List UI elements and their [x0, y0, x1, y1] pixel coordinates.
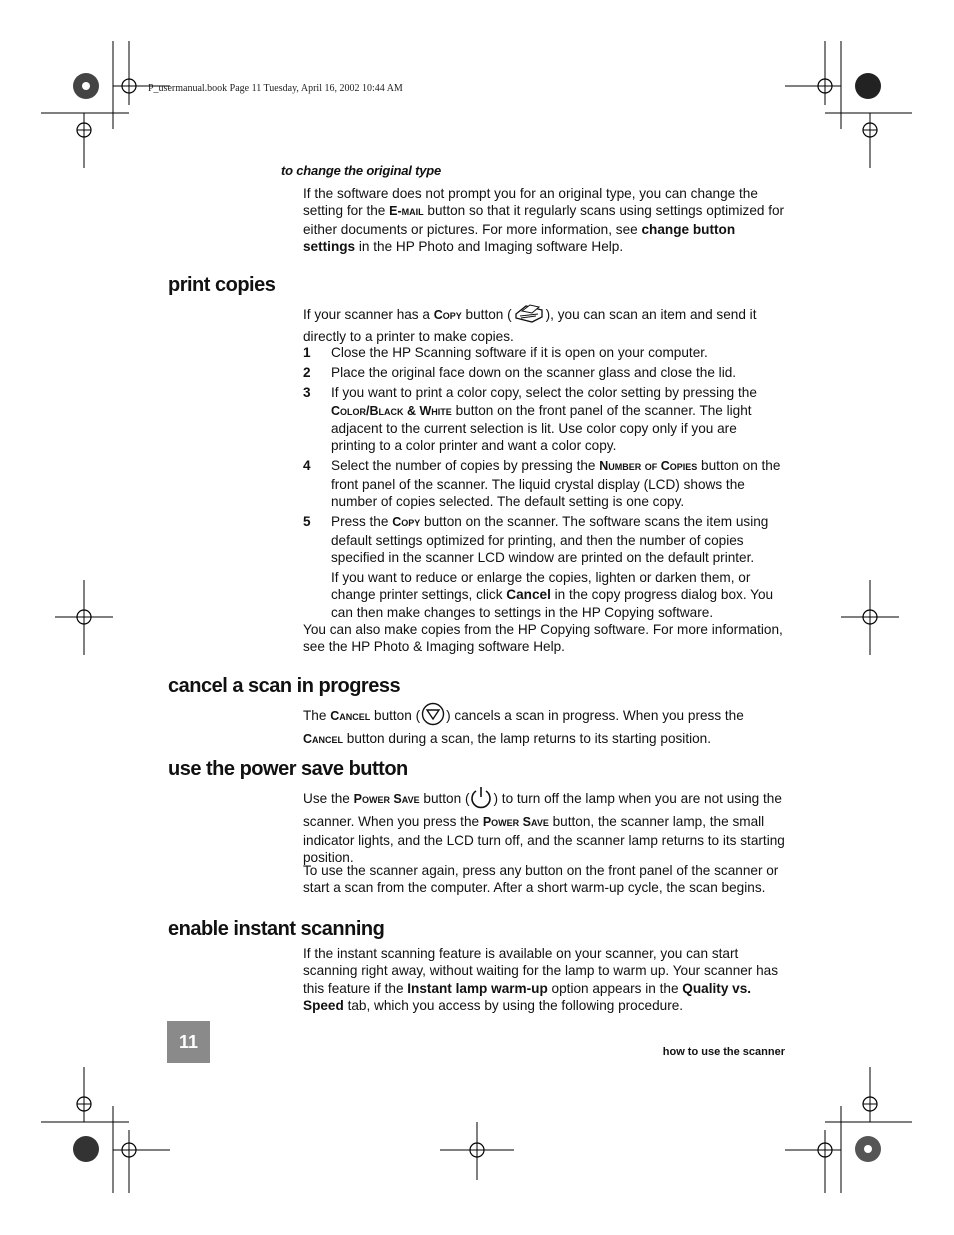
list-item: 3 If you want to print a color copy, select the color setting by pressing the Color/Black & White button on the front panel of the scanner. The light adjacent to the current selection is lit. Use color copy only if you are printing to a color printer and want a color copy.	[303, 385, 757, 454]
cancel-label: Cancel	[506, 587, 551, 603]
cancel-button-icon	[420, 702, 446, 730]
running-footer: how to use the scanner	[662, 1046, 785, 1058]
instant-scanning-paragraph: If the instant scanning feature is available on your scanner, you can start scanning right away, without waiting for the lamp to warm up. Your scanner has this feature if the Instant lamp warm-up option appears in the Quality vs. Speed tab, which you access by using the following procedure.	[303, 946, 779, 1013]
change-button-settings-link: change button settings	[303, 221, 736, 254]
heading-cancel-scan: cancel a scan in progress	[168, 675, 401, 697]
power-save-paragraph-2: To use the scanner again, press any button on the front panel of the scanner or start a scan from the computer. After a short warm-up cycle, the scan begins.	[303, 863, 779, 896]
list-item: 2 Place the original face down on the scanner glass and close the lid.	[303, 365, 737, 381]
step-note: If you want to reduce or enlarge the copies, lighten or darken them, or change printer settings, click Cancel in the copy progress dialog box. You can then make changes to settings in the HP Copying software.	[331, 570, 774, 620]
cancel-paragraph: The Cancel button ( ) cancels a scan in progress. When you press the Cancel button during a scan, the lamp returns to its starting position.	[303, 702, 785, 749]
print-copies-outro: You can also make copies from the HP Copying software. For more information, see the HP Photo & Imaging software Help.	[303, 622, 783, 655]
list-item: 4 Select the number of copies by pressing the Number of Copies button on the front panel of the scanner. The liquid crystal display (LCD) shows the number of copies selected. The default setting is one copy.	[303, 458, 781, 510]
list-item: 5 Press the Copy button on the scanner. The software scans the item using default settings optimized for printing, and then the number of copies specified in the scanner LCD window are printed on the default printer.	[303, 514, 769, 565]
page-number: 11	[167, 1021, 210, 1063]
email-button-name: E-mail	[389, 204, 424, 219]
heading-instant-scanning: enable instant scanning	[168, 918, 385, 940]
heading-print-copies: print copies	[168, 274, 276, 296]
original-type-paragraph: If the software does not prompt you for an original type, you can change the setting for the E-mail button so that it regularly scans using settings optimized for either documents or pictures. For more information, see change button settings in the HP Photo and Imaging software Help.	[303, 186, 785, 254]
print-copies-intro: If your scanner has a Copy button ( ), you can scan an item and send it directly to a printer to make copies.	[303, 302, 785, 346]
subheading-original-type: to change the original type	[281, 163, 442, 178]
copy-printer-icon	[512, 302, 546, 328]
print-copies-steps	[303, 344, 785, 624]
power-save-paragraph: Use the Power Save button ( ) to turn off the lamp when you are not using the scanner. When you press the Power Save button, the scanner lamp, the small indicator lights, and the LCD turn off, and the scanner lamp returns to its starting position.	[303, 785, 785, 866]
heading-power-save: use the power save button	[168, 758, 408, 780]
file-info-header: P_usermanual.book Page 11 Tuesday, April 16, 2002 10:44 AM	[148, 83, 403, 94]
power-icon	[469, 785, 493, 813]
list-item: 1 Close the HP Scanning software if it is open on your computer.	[303, 345, 708, 360]
